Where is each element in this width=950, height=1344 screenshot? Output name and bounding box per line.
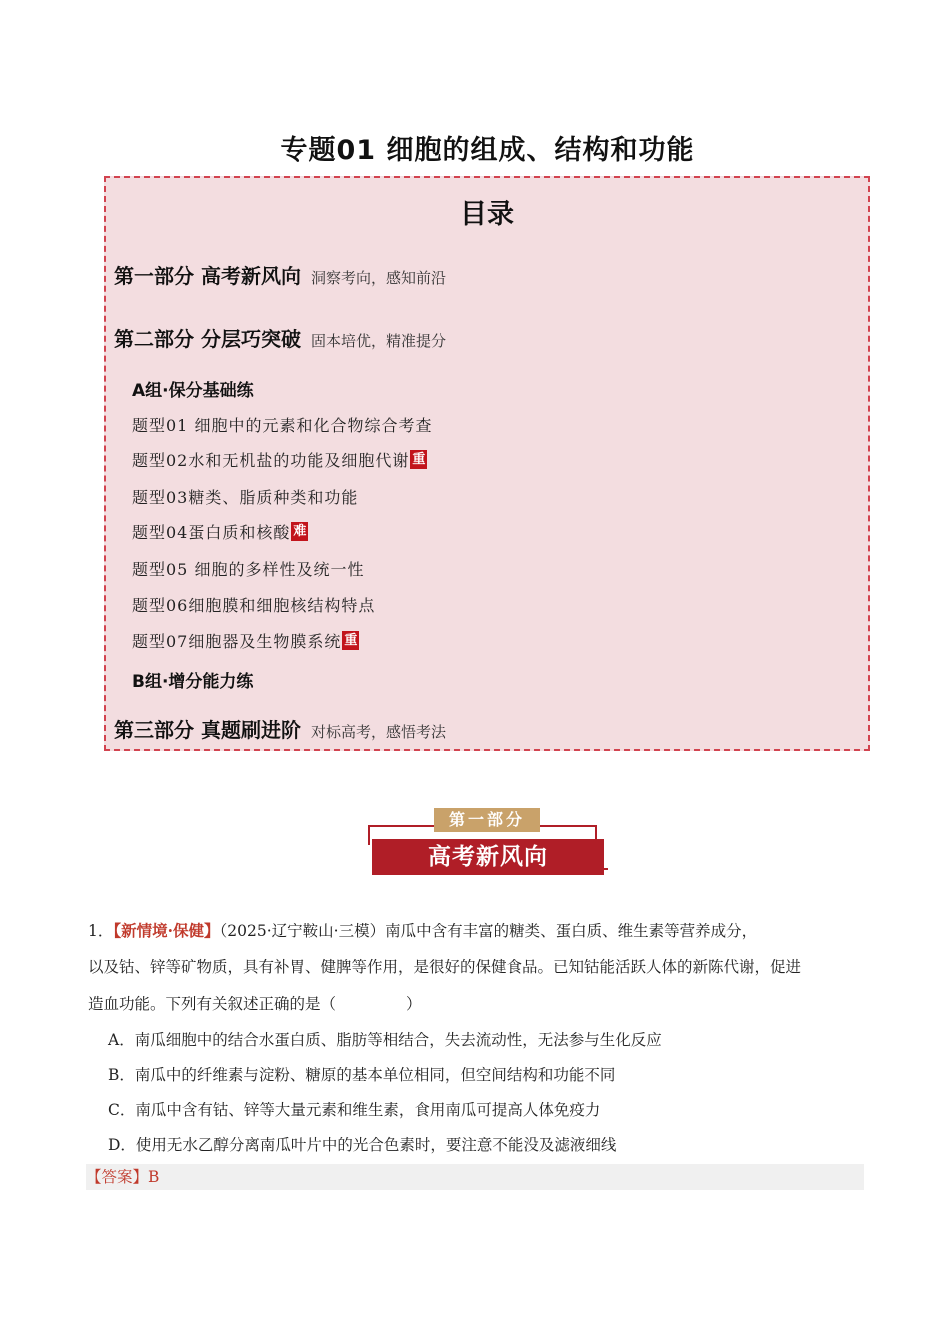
answer-label: 【答案】 bbox=[86, 1168, 149, 1186]
question-line bbox=[88, 986, 864, 1023]
question-text: （2025·辽宁鞍山·三模）南瓜中含有丰富的糖类、蛋白质、维生素等营养成分， bbox=[219, 922, 758, 940]
question-block bbox=[88, 912, 864, 1163]
question-text: ） bbox=[406, 995, 422, 1013]
toc-group-a[interactable]: A组·保分基础练 bbox=[132, 381, 254, 401]
toc-type-label: 题型06细胞膜和细胞核结构特点 bbox=[132, 596, 376, 615]
important-badge: 重 bbox=[344, 633, 358, 648]
option-c[interactable]: C．南瓜中含有钴、锌等大量元素和维生素，食用南瓜可提高人体免疫力 bbox=[108, 1101, 601, 1119]
toc-type-item[interactable] bbox=[132, 520, 308, 543]
table-of-contents bbox=[104, 176, 870, 751]
toc-type-label: 题型07细胞器及生物膜系统 bbox=[132, 632, 342, 651]
question-tag: 【新情境·保健】 bbox=[113, 921, 220, 940]
toc-type-item[interactable] bbox=[132, 413, 432, 436]
toc-part-subtitle: 固本培优，精准提分 bbox=[310, 332, 446, 350]
answer-bar bbox=[86, 1164, 864, 1190]
option-a[interactable]: A．南瓜细胞中的结合水蛋白质、脂肪等相结合，失去流动性，无法参与生化反应 bbox=[108, 1031, 662, 1049]
banner-frame-line bbox=[368, 825, 370, 845]
section-banner bbox=[362, 806, 612, 880]
toc-type-item[interactable] bbox=[132, 448, 427, 471]
toc-part-1[interactable] bbox=[114, 260, 446, 289]
toc-type-item[interactable] bbox=[132, 629, 359, 652]
toc-type-label: 题型04蛋白质和核酸 bbox=[132, 523, 291, 542]
toc-type-label: 题型03糖类、脂质种类和功能 bbox=[132, 488, 359, 507]
option-d[interactable]: D．使用无水乙醇分离南瓜叶片中的光合色素时，要注意不能没及滤液细线 bbox=[108, 1136, 617, 1154]
banner-title: 高考新风向 bbox=[372, 839, 604, 875]
toc-type-item[interactable] bbox=[132, 557, 364, 580]
toc-part-subtitle: 洞察考向，感知前沿 bbox=[310, 269, 446, 287]
toc-type-label: 题型01 细胞中的元素和化合物综合考查 bbox=[132, 416, 433, 435]
toc-type-item[interactable] bbox=[132, 593, 375, 616]
question-line: 以及钴、锌等矿物质，具有补胃、健脾等作用，是很好的保健食品。已知钴能活跃人体的新陈代谢，促进 bbox=[88, 958, 802, 976]
option-b[interactable]: B．南瓜中的纤维素与淀粉、糖原的基本单位相同，但空间结构和功能不同 bbox=[108, 1066, 616, 1084]
toc-type-label: 题型05 细胞的多样性及统一性 bbox=[132, 560, 365, 579]
question-number: 1． bbox=[88, 922, 114, 940]
banner-tab: 第一部分 bbox=[434, 808, 540, 832]
toc-group-b[interactable]: B组·增分能力练 bbox=[132, 672, 254, 692]
toc-part-title: 第二部分 分层巧突破 bbox=[114, 327, 301, 351]
toc-heading: 目录 bbox=[460, 199, 514, 230]
answer-value: B bbox=[148, 1168, 160, 1186]
question-line bbox=[88, 912, 864, 949]
toc-part-2[interactable] bbox=[114, 323, 446, 352]
question-text: 造血功能。下列有关叙述正确的是（ bbox=[88, 995, 337, 1013]
difficult-badge: 难 bbox=[293, 524, 307, 539]
toc-type-label: 题型02水和无机盐的功能及细胞代谢 bbox=[132, 451, 410, 470]
page-title: 专题01 细胞的组成、结构和功能 bbox=[280, 135, 695, 166]
toc-part-3[interactable] bbox=[114, 714, 446, 743]
toc-part-title: 第三部分 真题刷进阶 bbox=[114, 718, 301, 742]
toc-type-item[interactable] bbox=[132, 485, 358, 508]
toc-part-title: 第一部分 高考新风向 bbox=[114, 264, 301, 288]
important-badge: 重 bbox=[412, 452, 426, 467]
toc-part-subtitle: 对标高考，感悟考法 bbox=[310, 723, 446, 741]
